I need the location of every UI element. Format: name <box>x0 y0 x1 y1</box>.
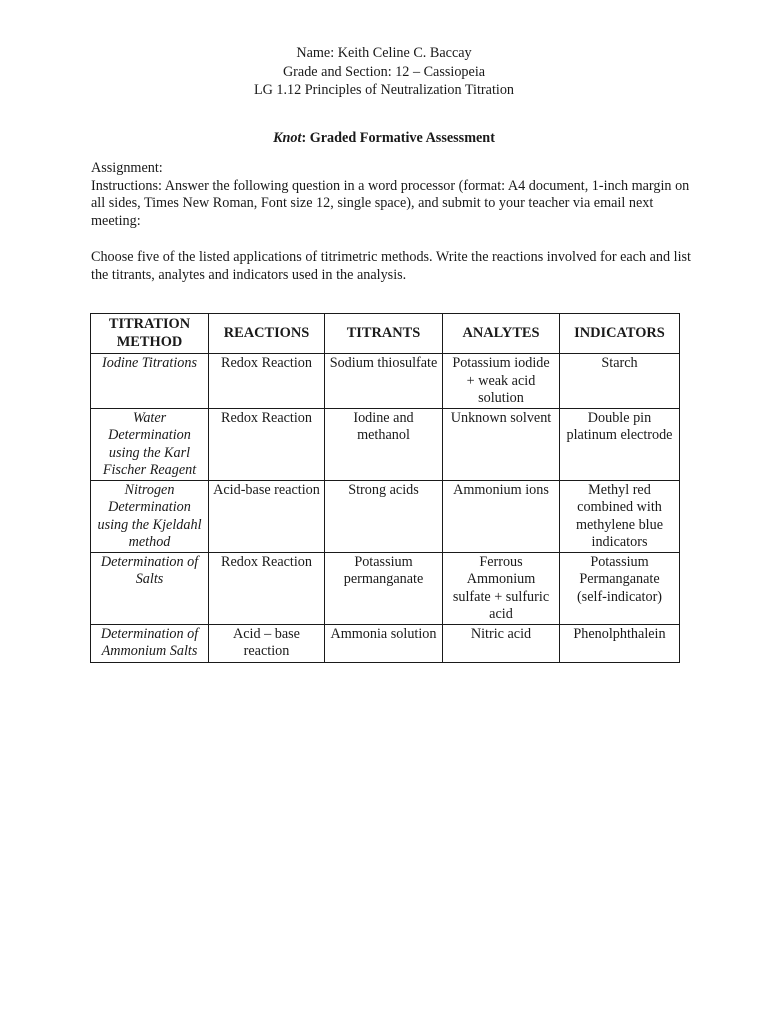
cell-analyte: Ammonium ions <box>443 480 560 552</box>
student-name: Name: Keith Celine C. Baccay <box>296 45 472 61</box>
cell-analyte: Nitric acid <box>443 624 560 662</box>
cell-analyte: Ferrous Ammonium sulfate + sulfuric acid <box>443 552 560 624</box>
grade-section: Grade and Section: 12 – Cassiopeia <box>282 63 486 80</box>
titration-table <box>90 313 680 663</box>
lesson-guide: LG 1.12 Principles of Neutralization Titration <box>253 82 515 98</box>
table-row <box>91 354 680 409</box>
document-header <box>0 45 768 101</box>
cell-indicator: Methyl red combined with methylene blue indicators <box>560 480 680 552</box>
header-indicators: INDICATORS <box>560 314 680 354</box>
cell-titrant: Sodium thiosulfate <box>325 354 443 409</box>
cell-reaction: Redox Reaction <box>209 408 325 480</box>
cell-indicator: Phenolphthalein <box>560 624 680 662</box>
header-method: TITRATION METHOD <box>91 314 209 354</box>
header-reactions: REACTIONS <box>209 314 325 354</box>
cell-titrant: Strong acids <box>325 480 443 552</box>
cell-method: Nitrogen Determination using the Kjeldahl method <box>91 480 209 552</box>
header-analytes: ANALYTES <box>443 314 560 354</box>
cell-analyte: Unknown solvent <box>443 408 560 480</box>
cell-reaction: Redox Reaction <box>209 354 325 409</box>
title-rest: : Graded Formative Assessment <box>301 130 495 146</box>
prompt-text: Choose five of the listed applications of titrimetric methods. Write the reactions involved for each and list the titrants, analytes and indicators used in the analysis. <box>91 249 692 283</box>
cell-method: Determination of Ammonium Salts <box>91 624 209 662</box>
cell-reaction: Acid-base reaction <box>209 480 325 552</box>
cell-method: Water Determination using the Karl Fischer Reagent <box>91 408 209 480</box>
table-row <box>91 552 680 624</box>
cell-analyte: Potassium iodide + weak acid solution <box>443 354 560 409</box>
cell-titrant: Ammonia solution <box>325 624 443 662</box>
table-row <box>91 408 680 480</box>
title-italic: Knot <box>273 130 302 146</box>
table-header-row <box>91 314 680 354</box>
cell-reaction: Acid – base reaction <box>209 624 325 662</box>
cell-titrant: Potassium permanganate <box>325 552 443 624</box>
assignment-block <box>91 160 691 230</box>
cell-indicator: Starch <box>560 354 680 409</box>
assessment-title <box>0 130 768 148</box>
cell-titrant: Iodine and methanol <box>325 408 443 480</box>
cell-reaction: Redox Reaction <box>209 552 325 624</box>
table-row <box>91 624 680 662</box>
cell-method: Iodine Titrations <box>91 354 209 409</box>
assignment-label: Assignment: <box>91 160 163 176</box>
header-titrants: TITRANTS <box>325 314 443 354</box>
cell-indicator: Potassium Permanganate (self-indicator) <box>560 552 680 624</box>
table-row <box>91 480 680 552</box>
cell-indicator: Double pin platinum electrode <box>560 408 680 480</box>
instructions-text: Instructions: Answer the following question in a word processor (format: A4 document, 1-inch margin on all sides, Times New Roman, Font size 12, single space), and submit to your teacher via email next meeting: <box>91 177 690 229</box>
cell-method: Determination of Salts <box>91 552 209 624</box>
